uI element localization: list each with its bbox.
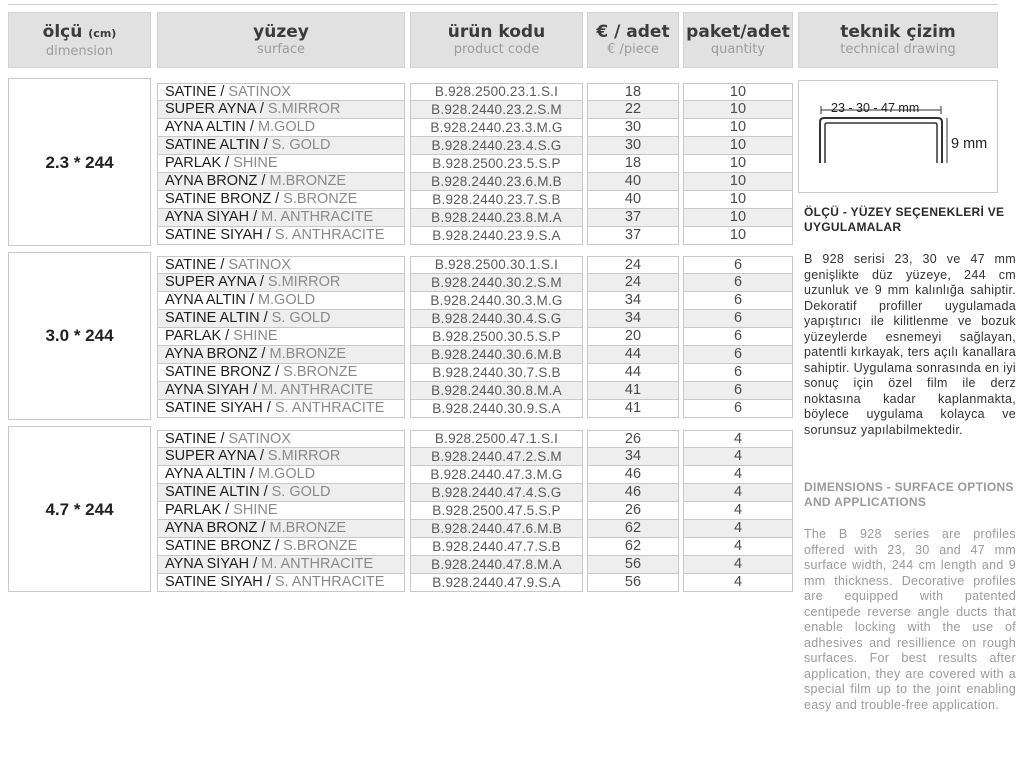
price-cell: 34 bbox=[587, 448, 679, 466]
price-cell: 18 bbox=[587, 83, 679, 101]
dimension-label-2: 3.0 * 244 bbox=[45, 326, 114, 345]
surface-tr: SATINE SİYAH / bbox=[165, 227, 275, 243]
dimension-label-3: 4.7 * 244 bbox=[45, 500, 114, 519]
height-label: 9 mm bbox=[951, 136, 988, 152]
surface-tr: AYNA BRONZ / bbox=[165, 520, 270, 536]
surface-tr: SATINE ALTIN / bbox=[165, 484, 272, 500]
surface-tr: SATINE ALTIN / bbox=[165, 137, 272, 153]
surface-en: M.GOLD bbox=[257, 466, 316, 482]
product-code-cell: B.928.2440.23.4.S.G bbox=[410, 137, 583, 155]
surface-tr: AYNA ALTIN / bbox=[165, 466, 258, 482]
surface-en: S.BRONZE bbox=[283, 191, 358, 207]
surface-en: SATINOX bbox=[228, 257, 291, 273]
product-code-cell: B.928.2440.30.8.M.A bbox=[410, 382, 583, 400]
quantity-cell: 4 bbox=[683, 520, 793, 538]
product-code-cell: B.928.2440.23.8.M.A bbox=[410, 209, 583, 227]
quantity-cell: 10 bbox=[683, 155, 793, 173]
quantity-cell: 6 bbox=[683, 310, 793, 328]
table-row bbox=[0, 83, 800, 101]
surface-tr: PARLAK / bbox=[165, 155, 234, 171]
surface-tr: AYNA ALTIN / bbox=[165, 292, 258, 308]
surface-tr: SATINE BRONZ / bbox=[165, 191, 284, 207]
table-row bbox=[0, 346, 800, 364]
product-code-cell: B.928.2440.47.8.M.A bbox=[410, 556, 583, 574]
surface-en: SATINOX bbox=[228, 84, 291, 100]
surface-cell bbox=[157, 538, 405, 556]
surface-en: S. GOLD bbox=[271, 310, 331, 326]
surface-tr: AYNA BRONZ / bbox=[165, 346, 270, 362]
quantity-cell: 10 bbox=[683, 227, 793, 245]
surface-tr: PARLAK / bbox=[165, 328, 234, 344]
table-row bbox=[0, 292, 800, 310]
surface-cell bbox=[157, 292, 405, 310]
surface-en: S.MIRROR bbox=[267, 448, 341, 464]
surface-cell bbox=[157, 574, 405, 592]
surface-cell bbox=[157, 520, 405, 538]
profile-outer-outline bbox=[820, 118, 942, 163]
surface-en: S.MIRROR bbox=[267, 274, 341, 290]
surface-en: M. ANTHRACITE bbox=[261, 556, 374, 572]
surface-cell bbox=[157, 227, 405, 245]
product-code-cell: B.928.2500.23.5.S.P bbox=[410, 155, 583, 173]
surface-en: S. GOLD bbox=[271, 137, 331, 153]
surface-en: M.BRONZE bbox=[269, 520, 347, 536]
en-description: The B 928 series are profiles offered with 23, 30 and 47 mm surface width, 244 cm length and 9 mm thickness. Decorative profiles are equipped with patented centipede reverse angle ducts that enable locking with the use of adhesives and resillience on rough surfaces. For best results after application, they are covered with a special film up to the joint enabling easy and trouble-free application. bbox=[804, 527, 1016, 712]
table-row bbox=[0, 556, 800, 574]
surface-en: S.BRONZE bbox=[283, 538, 358, 554]
surface-en: SHINE bbox=[233, 502, 278, 518]
surface-cell bbox=[157, 430, 405, 448]
surface-cell bbox=[157, 173, 405, 191]
price-cell: 56 bbox=[587, 556, 679, 574]
quantity-cell: 4 bbox=[683, 430, 793, 448]
quantity-cell: 10 bbox=[683, 83, 793, 101]
tr-description: B 928 serisi 23, 30 ve 47 mm genişlikte düz yüzeye, 244 cm uzunluk ve 9 mm kalınlığa sahiptir. Dekoratif profiller uygulamada yapıştırıcı ile kilitlenme ve bozuk yüzeylerde esnemeyi sağlayan, patentli kırkayak, ters açılı kanallara sahiptir. Uygulama sonrasında en iyi sonuç için özel film ile derz noktasına kadar kaplanmakta, böylece uygulama kolayca ve sorunsuz yapılabilmektedir. bbox=[804, 252, 1016, 437]
surface-cell bbox=[157, 155, 405, 173]
technical-drawing bbox=[798, 80, 998, 193]
table-row bbox=[0, 484, 800, 502]
price-cell: 62 bbox=[587, 538, 679, 556]
product-code-cell: B.928.2440.47.7.S.B bbox=[410, 538, 583, 556]
quantity-cell: 4 bbox=[683, 538, 793, 556]
price-cell: 46 bbox=[587, 466, 679, 484]
table-row bbox=[0, 430, 800, 448]
surface-cell bbox=[157, 382, 405, 400]
surface-cell bbox=[157, 137, 405, 155]
surface-tr: SATINE ALTIN / bbox=[165, 310, 272, 326]
surface-en: S. ANTHRACITE bbox=[274, 400, 385, 416]
price-cell: 56 bbox=[587, 574, 679, 592]
table-row bbox=[0, 274, 800, 292]
table-row bbox=[0, 209, 800, 227]
header-qty-en: quantity bbox=[710, 42, 766, 57]
table-row bbox=[0, 502, 800, 520]
width-label: 23 - 30 - 47 mm bbox=[831, 101, 920, 115]
price-cell: 44 bbox=[587, 364, 679, 382]
top-rule bbox=[8, 4, 998, 5]
header-code-en: product code bbox=[453, 42, 540, 57]
product-code-cell: B.928.2440.23.2.S.M bbox=[410, 101, 583, 119]
header-dimension-unit: (cm) bbox=[88, 27, 117, 40]
quantity-cell: 6 bbox=[683, 346, 793, 364]
table-row bbox=[0, 191, 800, 209]
surface-en: M.BRONZE bbox=[269, 173, 347, 189]
quantity-cell: 6 bbox=[683, 400, 793, 418]
surface-cell bbox=[157, 502, 405, 520]
header-dimension bbox=[8, 12, 151, 68]
header-drawing-tr: teknik çizim bbox=[840, 22, 956, 42]
header-price-tr: € / adet bbox=[596, 22, 670, 42]
surface-en: M.BRONZE bbox=[269, 346, 347, 362]
price-cell: 44 bbox=[587, 346, 679, 364]
profile-inner-outline bbox=[825, 123, 937, 163]
price-cell: 20 bbox=[587, 328, 679, 346]
surface-cell bbox=[157, 310, 405, 328]
surface-cell bbox=[157, 83, 405, 101]
price-cell: 37 bbox=[587, 227, 679, 245]
table-row bbox=[0, 256, 800, 274]
table-row bbox=[0, 574, 800, 592]
surface-tr: SATINE / bbox=[165, 257, 229, 273]
product-code-cell: B.928.2500.47.1.S.I bbox=[410, 430, 583, 448]
product-code-cell: B.928.2440.30.7.S.B bbox=[410, 364, 583, 382]
quantity-cell: 6 bbox=[683, 364, 793, 382]
quantity-cell: 4 bbox=[683, 484, 793, 502]
table-row bbox=[0, 382, 800, 400]
surface-tr: SUPER AYNA / bbox=[165, 448, 268, 464]
quantity-cell: 10 bbox=[683, 173, 793, 191]
product-code-cell: B.928.2440.47.4.S.G bbox=[410, 484, 583, 502]
surface-cell bbox=[157, 556, 405, 574]
surface-en: M. ANTHRACITE bbox=[261, 382, 374, 398]
price-cell: 34 bbox=[587, 310, 679, 328]
surface-cell bbox=[157, 364, 405, 382]
price-cell: 41 bbox=[587, 382, 679, 400]
product-code-cell: B.928.2500.30.1.S.I bbox=[410, 256, 583, 274]
product-code-cell: B.928.2440.47.9.S.A bbox=[410, 574, 583, 592]
surface-en: S.MIRROR bbox=[267, 101, 341, 117]
quantity-cell: 4 bbox=[683, 574, 793, 592]
table-row bbox=[0, 310, 800, 328]
table-row bbox=[0, 119, 800, 137]
surface-en: SHINE bbox=[233, 328, 278, 344]
product-code-cell: B.928.2500.30.5.S.P bbox=[410, 328, 583, 346]
header-price bbox=[587, 12, 679, 68]
header-qty-tr: paket/adet bbox=[686, 22, 790, 42]
surface-cell bbox=[157, 274, 405, 292]
table-row bbox=[0, 137, 800, 155]
surface-cell bbox=[157, 448, 405, 466]
price-cell: 22 bbox=[587, 101, 679, 119]
surface-en: M. ANTHRACITE bbox=[261, 209, 374, 225]
surface-cell bbox=[157, 400, 405, 418]
surface-tr: AYNA BRONZ / bbox=[165, 173, 270, 189]
header-qty bbox=[683, 12, 793, 68]
quantity-cell: 6 bbox=[683, 292, 793, 310]
quantity-cell: 4 bbox=[683, 556, 793, 574]
quantity-cell: 10 bbox=[683, 101, 793, 119]
header-code-tr: ürün kodu bbox=[447, 22, 546, 42]
price-cell: 34 bbox=[587, 292, 679, 310]
product-code-cell: B.928.2440.47.2.S.M bbox=[410, 448, 583, 466]
quantity-cell: 6 bbox=[683, 328, 793, 346]
surface-tr: SATINE SİYAH / bbox=[165, 574, 275, 590]
quantity-cell: 10 bbox=[683, 209, 793, 227]
surface-cell bbox=[157, 119, 405, 137]
table-row bbox=[0, 538, 800, 556]
surface-cell bbox=[157, 256, 405, 274]
quantity-cell: 4 bbox=[683, 466, 793, 484]
header-surface bbox=[157, 12, 405, 68]
surface-cell bbox=[157, 191, 405, 209]
product-code-cell: B.928.2440.30.3.M.G bbox=[410, 292, 583, 310]
price-cell: 37 bbox=[587, 209, 679, 227]
price-cell: 46 bbox=[587, 484, 679, 502]
surface-cell bbox=[157, 101, 405, 119]
product-code-cell: B.928.2440.30.2.S.M bbox=[410, 274, 583, 292]
product-code-cell: B.928.2440.23.3.M.G bbox=[410, 119, 583, 137]
tr-heading: ÖLÇÜ - YÜZEY SEÇENEKLERİ VE UYGULAMALAR bbox=[804, 205, 1005, 234]
surface-en: S. ANTHRACITE bbox=[274, 227, 385, 243]
en-heading: DIMENSIONS - SURFACE OPTIONS AND APPLICATIONS bbox=[804, 480, 1014, 509]
surface-cell bbox=[157, 466, 405, 484]
table-row bbox=[0, 328, 800, 346]
table-row bbox=[0, 227, 800, 245]
price-cell: 62 bbox=[587, 520, 679, 538]
surface-cell bbox=[157, 484, 405, 502]
surface-tr: SATINE / bbox=[165, 431, 229, 447]
price-cell: 24 bbox=[587, 274, 679, 292]
product-code-cell: B.928.2440.30.9.S.A bbox=[410, 400, 583, 418]
price-cell: 41 bbox=[587, 400, 679, 418]
surface-tr: SATINE BRONZ / bbox=[165, 364, 284, 380]
price-cell: 30 bbox=[587, 137, 679, 155]
price-cell: 18 bbox=[587, 155, 679, 173]
surface-en: SHINE bbox=[233, 155, 278, 171]
quantity-cell: 6 bbox=[683, 382, 793, 400]
surface-en: S. GOLD bbox=[271, 484, 331, 500]
surface-tr: AYNA SİYAH / bbox=[165, 382, 262, 398]
product-code-cell: B.928.2440.23.6.M.B bbox=[410, 173, 583, 191]
quantity-cell: 6 bbox=[683, 274, 793, 292]
product-code-cell: B.928.2500.47.5.S.P bbox=[410, 502, 583, 520]
header-dimension-en: dimension bbox=[45, 44, 114, 59]
surface-tr: AYNA ALTIN / bbox=[165, 119, 258, 135]
surface-tr: SATINE / bbox=[165, 84, 229, 100]
price-cell: 24 bbox=[587, 256, 679, 274]
surface-cell bbox=[157, 328, 405, 346]
price-cell: 40 bbox=[587, 173, 679, 191]
header-dimension-tr: ölçü bbox=[42, 22, 83, 42]
header-drawing-en: technical drawing bbox=[840, 42, 956, 57]
surface-en: M.GOLD bbox=[257, 119, 316, 135]
surface-tr: SUPER AYNA / bbox=[165, 101, 268, 117]
surface-tr: SUPER AYNA / bbox=[165, 274, 268, 290]
table-row bbox=[0, 364, 800, 382]
surface-en: M.GOLD bbox=[257, 292, 316, 308]
surface-tr: SATINE SİYAH / bbox=[165, 400, 275, 416]
header-code bbox=[410, 12, 583, 68]
table-row bbox=[0, 101, 800, 119]
quantity-cell: 10 bbox=[683, 119, 793, 137]
product-code-cell: B.928.2440.47.6.M.B bbox=[410, 520, 583, 538]
header-price-en: € /piece bbox=[607, 42, 659, 57]
quantity-cell: 4 bbox=[683, 448, 793, 466]
table-row bbox=[0, 173, 800, 191]
price-cell: 26 bbox=[587, 430, 679, 448]
product-code-cell: B.928.2500.23.1.S.I bbox=[410, 83, 583, 101]
table-row bbox=[0, 400, 800, 418]
price-cell: 30 bbox=[587, 119, 679, 137]
surface-tr: AYNA SİYAH / bbox=[165, 209, 262, 225]
surface-en: SATINOX bbox=[228, 431, 291, 447]
header-surface-en: surface bbox=[256, 42, 306, 57]
table-row bbox=[0, 466, 800, 484]
price-cell: 40 bbox=[587, 191, 679, 209]
surface-tr: AYNA SİYAH / bbox=[165, 556, 262, 572]
surface-cell bbox=[157, 346, 405, 364]
quantity-cell: 4 bbox=[683, 502, 793, 520]
header-surface-tr: yüzey bbox=[253, 22, 309, 42]
table-row bbox=[0, 155, 800, 173]
header-drawing bbox=[798, 12, 998, 68]
surface-en: S. ANTHRACITE bbox=[274, 574, 385, 590]
product-code-cell: B.928.2440.23.9.S.A bbox=[410, 227, 583, 245]
table-row bbox=[0, 448, 800, 466]
dimension-label-1: 2.3 * 244 bbox=[45, 153, 114, 172]
quantity-cell: 10 bbox=[683, 137, 793, 155]
product-code-cell: B.928.2440.30.6.M.B bbox=[410, 346, 583, 364]
quantity-cell: 10 bbox=[683, 191, 793, 209]
table-row bbox=[0, 520, 800, 538]
surface-en: S.BRONZE bbox=[283, 364, 358, 380]
product-code-cell: B.928.2440.23.7.S.B bbox=[410, 191, 583, 209]
product-code-cell: B.928.2440.30.4.S.G bbox=[410, 310, 583, 328]
price-cell: 26 bbox=[587, 502, 679, 520]
surface-cell bbox=[157, 209, 405, 227]
surface-tr: PARLAK / bbox=[165, 502, 234, 518]
quantity-cell: 6 bbox=[683, 256, 793, 274]
surface-tr: SATINE BRONZ / bbox=[165, 538, 284, 554]
product-code-cell: B.928.2440.47.3.M.G bbox=[410, 466, 583, 484]
